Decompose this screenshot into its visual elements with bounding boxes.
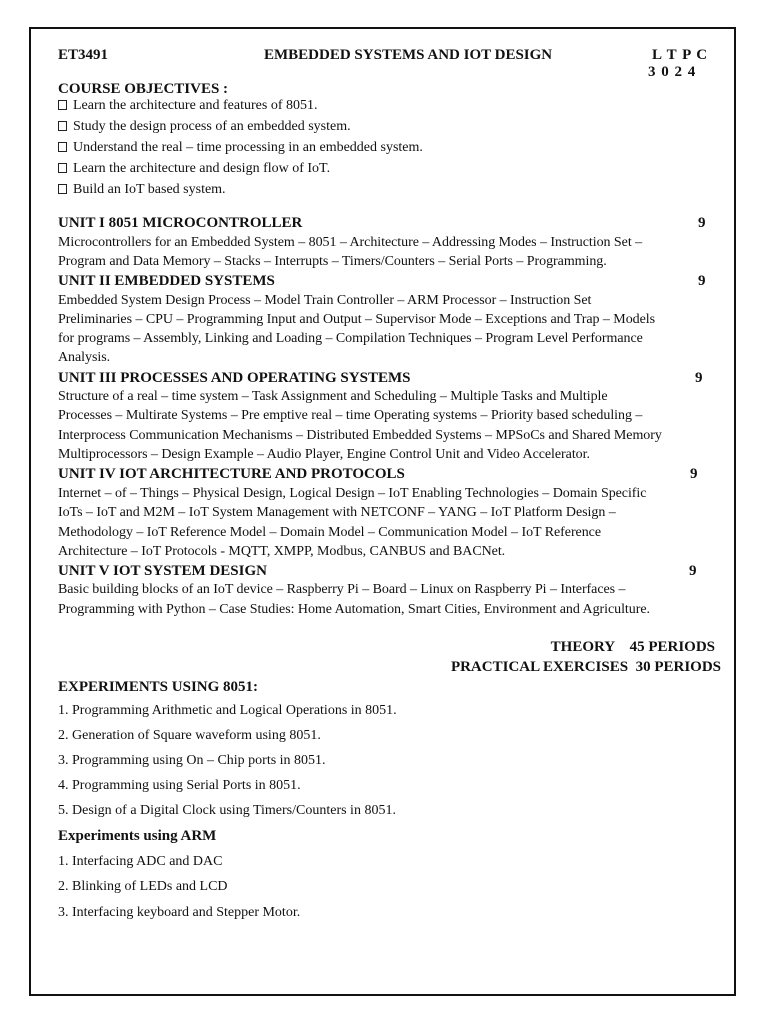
course-code: ET3491 <box>58 47 109 63</box>
unit-4-line: Internet – of – Things – Physical Design, Logical Design – IoT Enabling Technologies – Domain Specific <box>58 486 647 501</box>
checkbox-icon <box>58 184 67 194</box>
unit-2-line: Preliminaries – CPU – Programming Input and Output – Supervisor Mode – Exceptions and Trap – Models <box>58 312 656 327</box>
experiments-arm-heading: Experiments using ARM <box>58 828 217 844</box>
unit-4-title: UNIT IV IOT ARCHITECTURE AND PROTOCOLS <box>58 466 405 482</box>
unit-4-line: Methodology – IoT Reference Model – Domain Model – Communication Model – IoT Reference <box>58 525 601 540</box>
unit-4-hours: 9 <box>690 466 698 482</box>
experiment-item: 2. Generation of Square waveform using 8051. <box>58 728 321 743</box>
unit-2-line: Analysis. <box>58 350 111 365</box>
unit-5-title: UNIT V IOT SYSTEM DESIGN <box>58 563 267 579</box>
unit-1-hours: 9 <box>698 215 706 231</box>
unit-3-line: Structure of a real – time system – Task Assignment and Scheduling – Multiple Tasks and Multiple <box>58 389 608 404</box>
unit-3-line: Processes – Multirate Systems – Pre emptive real – time Operating systems – Priority based scheduling – <box>58 408 643 423</box>
ltpc-values: 3 0 2 4 <box>648 64 696 80</box>
unit-1-title: UNIT I 8051 MICROCONTROLLER <box>58 215 303 231</box>
objective-item: Understand the real – time processing in an embedded system. <box>58 140 423 156</box>
unit-5-line: Programming with Python – Case Studies: Home Automation, Smart Cities, Environment and Agriculture. <box>58 602 650 617</box>
experiment-item: 3. Interfacing keyboard and Stepper Motor. <box>58 905 301 920</box>
experiment-item: 1. Interfacing ADC and DAC <box>58 854 223 869</box>
objective-item: Study the design process of an embedded system. <box>58 119 351 135</box>
unit-1-line: Microcontrollers for an Embedded System – 8051 – Architecture – Addressing Modes – Instruction Set – <box>58 235 643 250</box>
checkbox-icon <box>58 163 67 173</box>
unit-3-title: UNIT III PROCESSES AND OPERATING SYSTEMS <box>58 370 411 386</box>
course-title: EMBEDDED SYSTEMS AND IOT DESIGN <box>264 47 553 63</box>
unit-3-line: Interprocess Communication Mechanisms – Distributed Embedded Systems – MPSoCs and Shared Memory <box>58 428 662 443</box>
experiment-item: 3. Programming using On – Chip ports in 8051. <box>58 753 326 768</box>
unit-5-hours: 9 <box>689 563 697 579</box>
objective-item: Learn the architecture and design flow of IoT. <box>58 161 330 177</box>
practical-periods: PRACTICAL EXERCISES 30 PERIODS <box>450 659 721 675</box>
unit-3-hours: 9 <box>695 370 703 386</box>
experiment-item: 4. Programming using Serial Ports in 8051. <box>58 778 301 793</box>
unit-2-line: Embedded System Design Process – Model Train Controller – ARM Processor – Instruction Set <box>58 293 592 308</box>
objective-item: Learn the architecture and features of 8051. <box>58 98 318 114</box>
unit-2-title: UNIT II EMBEDDED SYSTEMS <box>58 273 275 289</box>
objective-item: Build an IoT based system. <box>58 182 226 198</box>
experiments-8051-heading: EXPERIMENTS USING 8051: <box>58 679 259 695</box>
checkbox-icon <box>58 142 67 152</box>
objectives-heading: COURSE OBJECTIVES : <box>58 81 229 97</box>
experiment-item: 1. Programming Arithmetic and Logical Operations in 8051. <box>58 703 397 718</box>
ltpc-labels: L T P C <box>652 47 708 63</box>
experiment-item: 5. Design of a Digital Clock using Timers/Counters in 8051. <box>58 803 396 818</box>
unit-2-hours: 9 <box>698 273 706 289</box>
unit-5-line: Basic building blocks of an IoT device – Raspberry Pi – Board – Linux on Raspberry Pi – Interfaces – <box>58 582 626 597</box>
unit-4-line: Architecture – IoT Protocols - MQTT, XMPP, Modbus, CANBUS and BACNet. <box>58 544 506 559</box>
theory-periods: THEORY 45 PERIODS <box>550 639 715 655</box>
experiment-item: 2. Blinking of LEDs and LCD <box>58 879 228 894</box>
unit-4-line: IoTs – IoT and M2M – IoT System Management with NETCONF – YANG – IoT Platform Design – <box>58 505 616 520</box>
checkbox-icon <box>58 100 67 110</box>
unit-1-line: Program and Data Memory – Stacks – Interrupts – Timers/Counters – Serial Ports – Programming. <box>58 254 607 269</box>
checkbox-icon <box>58 121 67 131</box>
unit-2-line: for programs – Assembly, Linking and Loading – Compilation Techniques – Program Level Performance <box>58 331 643 346</box>
unit-3-line: Multiprocessors – Design Example – Audio Player, Engine Control Unit and Video Accelerator. <box>58 447 590 462</box>
